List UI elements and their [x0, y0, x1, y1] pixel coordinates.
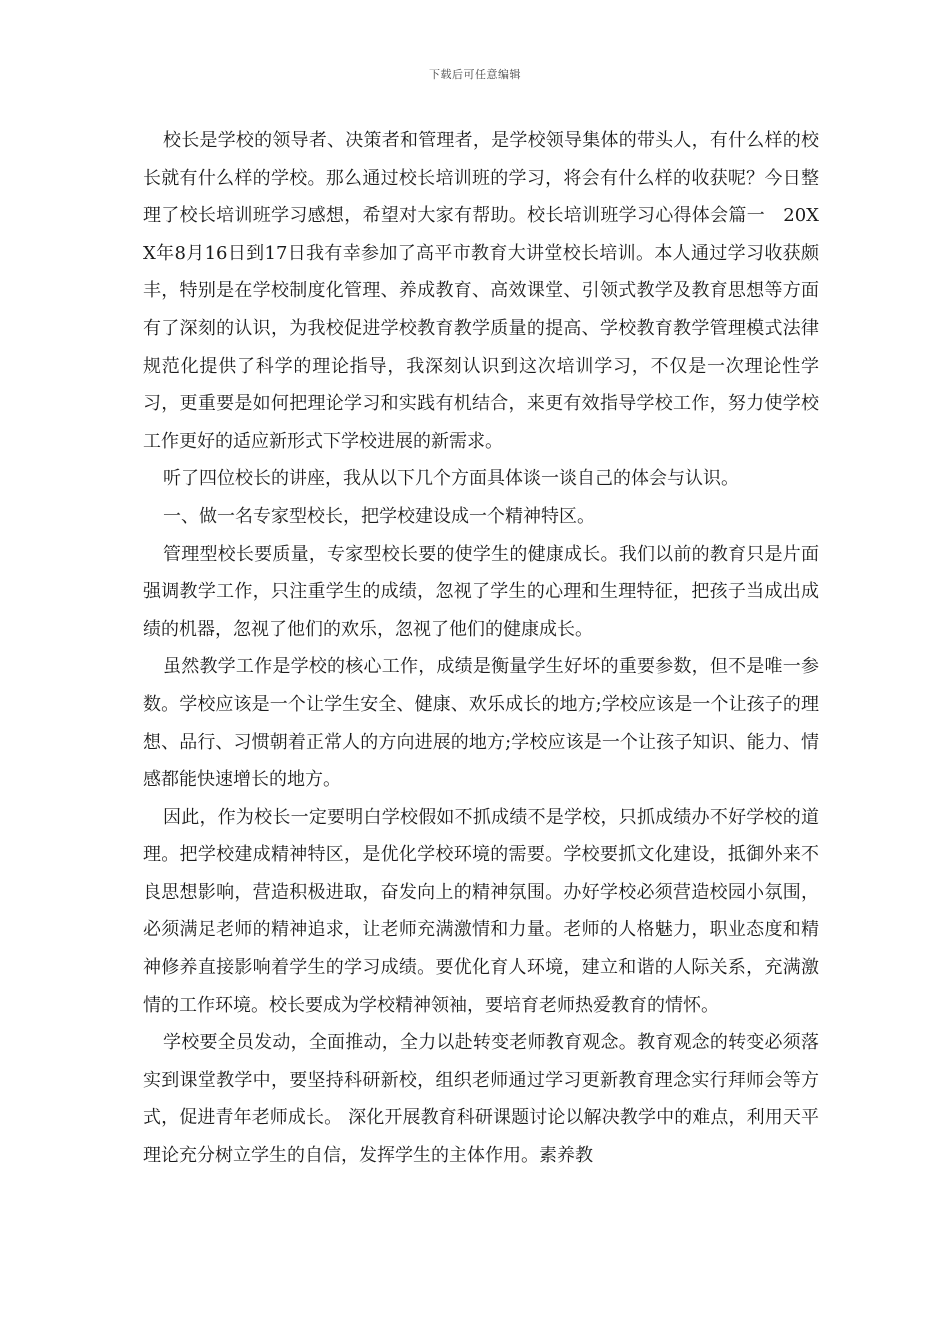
page-header: 下载后可任意编辑: [429, 68, 521, 81]
section-heading-1: 一、做一名专家型校长，把学校建设成一个精神特区。: [163, 505, 595, 527]
paragraph: 因此，作为校长一定要明白学校假如不抓成绩不是学校，只抓成绩办不好学校的道理。把学校建成精神特区，是优化学校环境的需要。学校要抓文化建设，抵御外来不良思想影响，营造积极进取，奋发向上的精神氛围。办好学校必须营造校园小氛围，必须满足老师的精神追求，让老师充满激情和力量。老师的人格魅力，职业态度和精神修养直接影响着学生的学习成绩。要优化育人环境，建立和谐的人际关系，充满激情的工作环境。校长要成为学校精神领袖，要培育老师热爱教育的情怀。: [143, 806, 819, 1016]
paragraph-overview: 听了四位校长的讲座，我从以下几个方面具体谈一谈自己的体会与认识。: [163, 468, 739, 490]
paragraph: 管理型校长要质量，专家型校长要的使学生的健康成长。我们以前的教育只是片面强调教学工作，只注重学生的成绩，忽视了学生的心理和生理特征，把孩子当成出成绩的机器，忽视了他们的欢乐，忽视了他们的健康成长。: [143, 543, 819, 640]
paragraph: 虽然教学工作是学校的核心工作，成绩是衡量学生好坏的重要参数，但不是唯一参数。学校应该是一个让学生安全、健康、欢乐成长的地方;学校应该是一个让孩子的理想、品行、习惯朝着正常人的方向进展的地方;学校应该是一个让孩子知识、能力、情感都能快速增长的地方。: [143, 656, 819, 791]
paragraph-intro: 校长是学校的领导者、决策者和管理者，是学校领导集体的带头人，有什么样的校长就有什么样的学校。那么通过校长培训班的学习，将会有什么样的收获呢？今日整理了校长培训班学习感想，希望对大家有帮助。校长培训班学习心得体会篇一 20XX年8月16日到17日我有幸参加了高平市教育大讲堂校长培训。本人通过学习收获颇丰，特别是在学校制度化管理、养成教育、高效课堂、引领式教学及教育思想等方面有了深刻的认识，为我校促进学校教育教学质量的提高、学校教育教学管理模式法律规范化提供了科学的理论指导，我深刻认识到这次培训学习，不仅是一次理论性学习，更重要是如何把理论学习和实践有机结合，来更有效指导学校工作，努力使学校工作更好的适应新形式下学校进展的新需求。: [143, 130, 819, 452]
document-body: [143, 122, 819, 1175]
paragraph: 学校要全员发动，全面推动，全力以赴转变老师教育观念。教育观念的转变必须落实到课堂教学中，要坚持科研新校，组织老师通过学习更新教育理念实行拜师会等方式，促进青年老师成长。 深化开展教育科研课题讨论以解决教学中的难点，利用天平理论充分树立学生的自信，发挥学生的主体作用。素养教: [143, 1032, 819, 1167]
